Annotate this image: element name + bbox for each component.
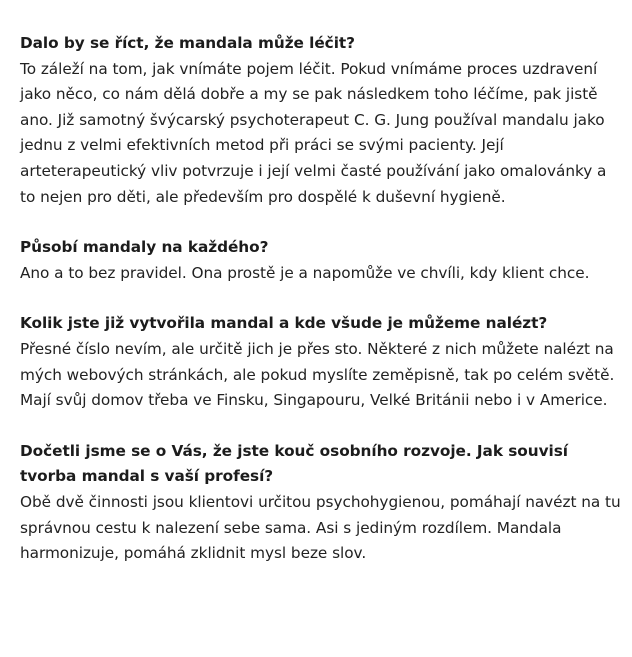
qa-section	[20, 31, 624, 210]
answer-paragraph: To záleží na tom, jak vnímáte pojem léčit. Pokud vnímáme proces uzdravení jako něco, co nám dělá dobře a my se pak následkem toho léčíme, pak jistě ano. Již samotný švýcarský psychoterapeut C. G. Jung používal mandalu jako jednu z velmi efektivních metod při práci se svými pacienty. Její arteterapeutický vliv potvrzuje i její velmi časté používání jako omalovánky a to nejen pro děti, ale především pro dospělé k duševní hygieně.	[20, 59, 607, 206]
qa-section	[20, 311, 624, 413]
question-heading: Dalo by se říct, že mandala může léčit?	[20, 34, 355, 52]
answer-paragraph: Přesné číslo nevím, ale určitě jich je přes sto. Některé z nich můžete nalézt na mých webových stránkách, ale pokud myslíte zeměpisně, tak po celém světě. Mají svůj domov třeba ve Finsku, Singapouru, Velké Británii nebo i v Americe.	[20, 339, 615, 410]
article-body	[20, 31, 624, 567]
answer-paragraph: Obě dvě činnosti jsou klientovi určitou psychohygienou, pomáhají navézt na tu správnou cestu k nalezení sebe sama. Asi s jediným rozdílem. Mandala harmonizuje, pomáhá zklidnit mysl beze slov.	[20, 492, 621, 563]
question-heading: Kolik jste již vytvořila mandal a kde všude je můžeme nalézt?	[20, 314, 548, 333]
question-heading: Působí mandaly na každého?	[20, 238, 269, 257]
answer-paragraph: Ano a to bez pravidel. Ona prostě je a napomůže ve chvíli, kdy klient chce.	[20, 263, 590, 282]
qa-section	[20, 439, 624, 567]
qa-section	[20, 235, 624, 286]
question-heading: Dočetli jsme se o Vás, že jste kouč osobního rozvoje. Jak souvisí tvorba mandal s vaší profesí?	[20, 441, 568, 486]
